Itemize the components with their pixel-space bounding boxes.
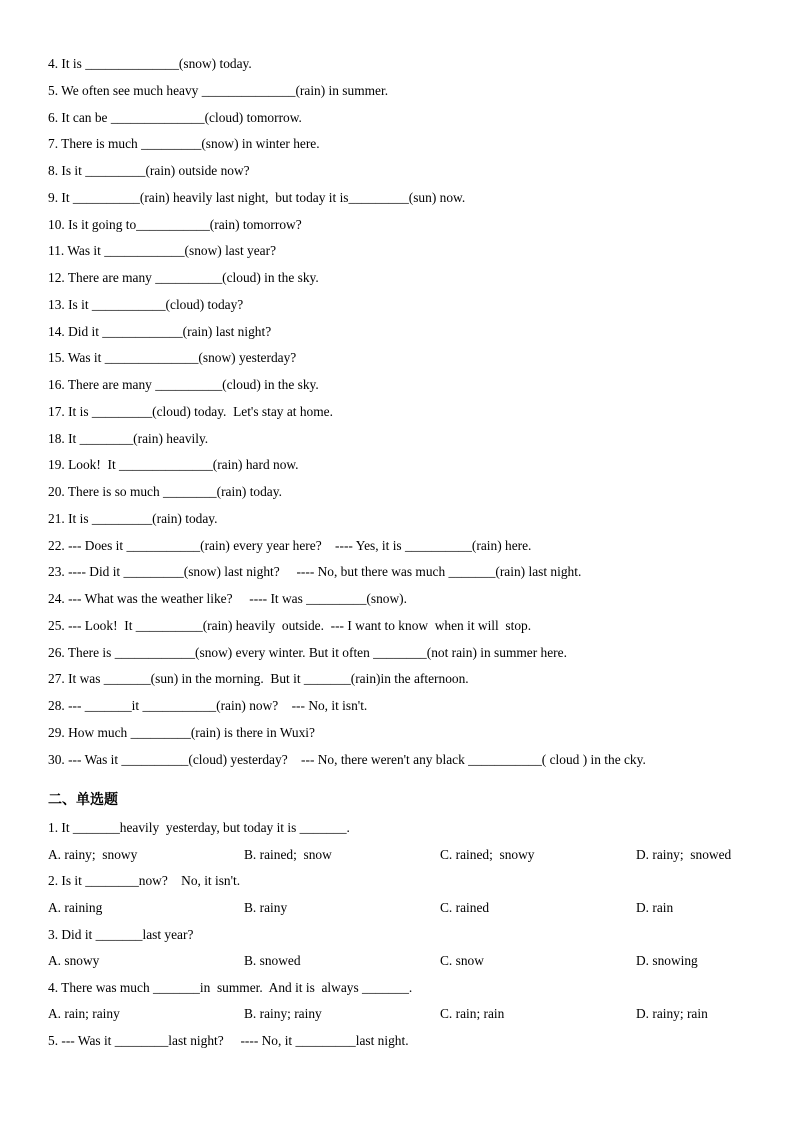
fill-in-question: 19. Look! It ______________(rain) hard now. [48,457,299,473]
fill-in-question: 6. It can be ______________(cloud) tomorrow. [48,109,302,125]
option-a: A. rainy; snowy [48,846,138,862]
fill-in-question: 13. Is it ___________(cloud) today? [48,296,244,312]
mc-question: 5. --- Was it ________last night? ---- No, it _________last night. [48,1033,409,1048]
option-d: D. rainy; snowed [636,846,732,862]
fill-in-section [48,55,758,777]
option-c: C. rain; rain [440,1006,505,1022]
fill-in-question: 15. Was it ______________(snow) yesterday? [48,350,297,366]
mc-question: 3. Did it _______last year? [48,926,194,942]
fill-in-question: 26. There is ____________(snow) every winter. But it often ________(not rain) in summer here. [48,644,567,660]
fill-in-question: 21. It is _________(rain) today. [48,510,218,526]
fill-in-question: 24. --- What was the weather like? ---- It was _________(snow). [48,591,407,606]
option-c: C. rained [440,900,490,916]
option-b: B. rained; snow [244,846,332,862]
fill-in-question: 27. It was _______(sun) in the morning. But it _______(rain)in the afternoon. [48,671,469,687]
mc-question: 2. Is it ________now? No, it isn't. [48,873,241,889]
fill-in-question: 14. Did it ____________(rain) last night? [48,323,272,339]
fill-in-question: 22. --- Does it ___________(rain) every year here? ---- Yes, it is __________(rain) here. [48,537,532,553]
fill-in-question: 16. There are many __________(cloud) in the sky. [48,377,319,392]
fill-in-question: 10. Is it going to___________(rain) tomorrow? [48,216,302,232]
fill-in-question: 28. --- _______it ___________(rain) now? --- No, it isn't. [48,698,368,713]
option-d: D. rainy; rain [636,1006,708,1022]
fill-in-question: 4. It is ______________(snow) today. [48,56,252,71]
fill-in-question: 18. It ________(rain) heavily. [48,430,209,446]
mc-options [48,1005,758,1032]
fill-in-question: 9. It __________(rain) heavily last night, but today it is_________(sun) now. [48,189,466,205]
option-c: C. rained; snowy [440,846,535,862]
option-d: D. snowing [636,953,698,969]
fill-in-question: 8. Is it _________(rain) outside now? [48,163,250,178]
fill-in-question: 7. There is much _________(snow) in winter here. [48,136,320,152]
fill-in-question: 25. --- Look! It __________(rain) heavily outside. --- I want to know when it will stop. [48,617,532,633]
option-a: A. raining [48,900,103,916]
mc-question: 4. There was much _______in summer. And it is always _______. [48,979,413,995]
mc-options [48,846,758,873]
fill-in-question: 29. How much _________(rain) is there in Wuxi? [48,724,315,740]
option-b: B. snowed [244,953,301,969]
fill-in-question: 5. We often see much heavy ______________(rain) in summer. [48,82,389,98]
mc-options [48,952,758,979]
worksheet-page [48,55,758,1059]
mc-question: 1. It _______heavily yesterday, but today it is _______. [48,820,350,836]
fill-in-question: 11. Was it ____________(snow) last year? [48,243,277,259]
multiple-choice-section [48,819,758,1058]
option-b: B. rainy; rainy [244,1006,322,1022]
option-a: A. rain; rainy [48,1006,120,1022]
mc-options [48,899,758,926]
fill-in-question: 12. There are many __________(cloud) in the sky. [48,270,319,285]
fill-in-question: 23. ---- Did it _________(snow) last night? ---- No, but there was much _______(rain) last night. [48,564,582,580]
section-title: 二、单选题 [48,792,118,809]
fill-in-question: 17. It is _________(cloud) today. Let's stay at home. [48,403,333,419]
option-d: D. rain [636,900,674,916]
option-b: B. rainy [244,900,288,916]
option-a: A. snowy [48,953,100,969]
option-c: C. snow [440,953,484,969]
fill-in-question: 20. There is so much ________(rain) today. [48,484,282,499]
fill-in-question: 30. --- Was it __________(cloud) yesterday? --- No, there weren't any black ___________( cloud ) in the cky. [48,751,646,767]
